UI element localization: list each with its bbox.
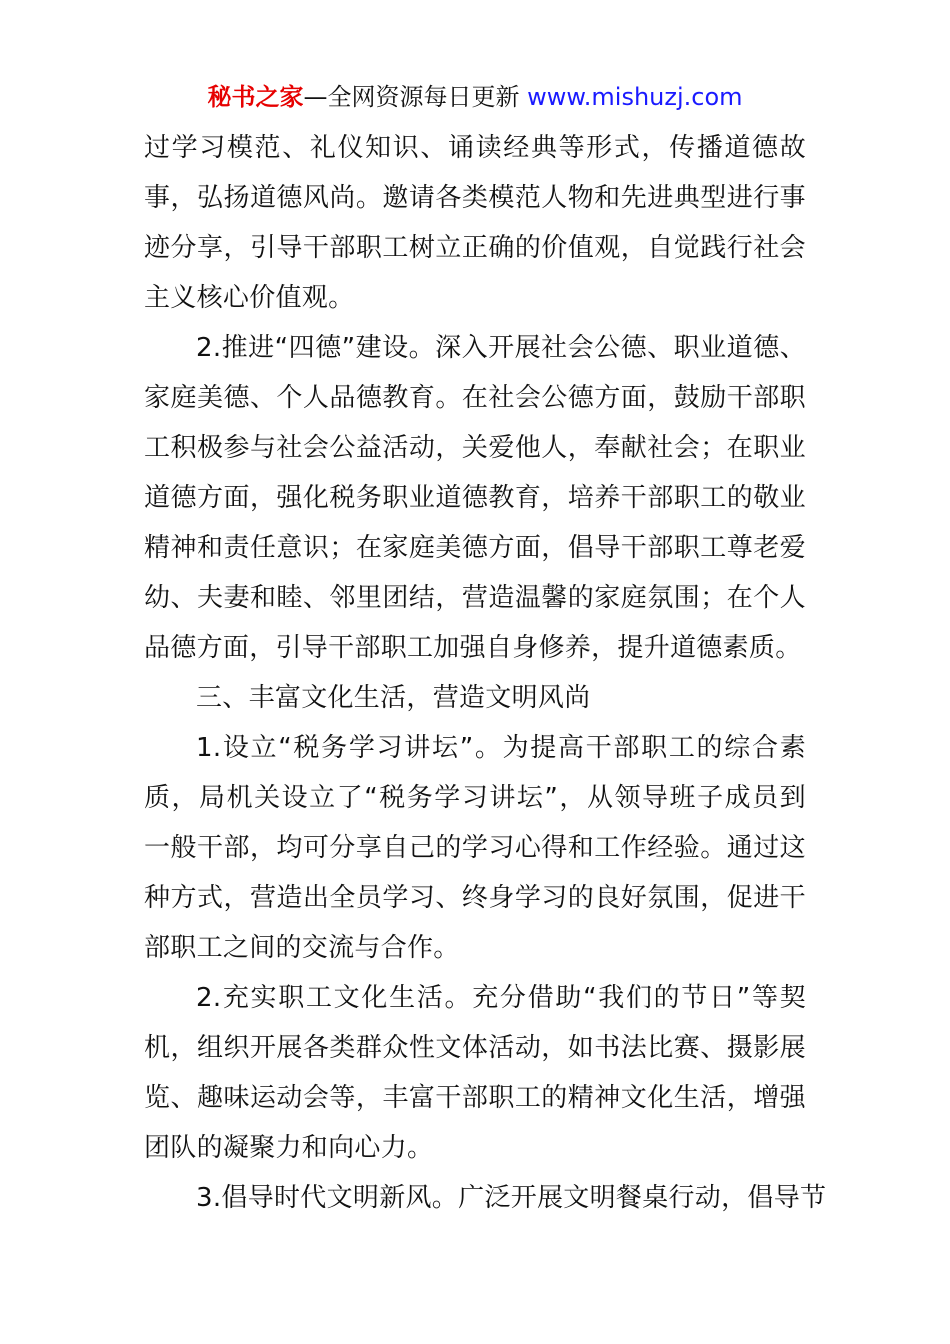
text-line: 2.推进“四德”建设。深入开展社会公德、职业道德、 [196,333,806,363]
site-tagline: —全网资源每日更新 [303,83,520,111]
text-line: 事，弘扬道德风尚。邀请各类模范人物和先进典型进行事 [144,183,806,213]
text-line: 道德方面，强化税务职业道德教育，培养干部职工的敬业 [144,483,806,513]
text-line: 1.设立“税务学习讲坛”。为提高干部职工的综合素 [196,733,806,763]
text-line: 工积极参与社会公益活动，关爱他人，奉献社会；在职业 [144,433,806,463]
site-url-link[interactable]: www.mishuzj.com [527,83,743,111]
text-line: 质，局机关设立了“税务学习讲坛”，从领导班子成员到 [144,783,806,813]
text-line: 种方式，营造出全员学习、终身学习的良好氛围，促进干 [144,883,806,913]
text-line: 团队的凝聚力和向心力。 [144,1133,434,1163]
text-line: 过学习模范、礼仪知识、诵读经典等形式，传播道德故 [144,133,806,163]
text-line: 品德方面，引导干部职工加强自身修养，提升道德素质。 [144,633,802,663]
site-name: 秘书之家 [207,83,304,111]
text-line: 迹分享，引导干部职工树立正确的价值观，自觉践行社会 [144,233,806,263]
text-line: 2.充实职工文化生活。充分借助“我们的节日”等契 [196,983,806,1013]
text-line: 幼、夫妻和睦、邻里团结，营造温馨的家庭氛围；在个人 [144,583,806,613]
text-line: 三、丰富文化生活，营造文明风尚 [196,683,591,713]
text-line: 机，组织开展各类群众性文体活动，如书法比赛、摄影展 [144,1033,806,1063]
text-line: 览、趣味运动会等，丰富干部职工的精神文化生活，增强 [144,1083,806,1113]
text-line: 一般干部，均可分享自己的学习心得和工作经验。通过这 [144,833,806,863]
page-header [0,80,950,114]
text-line: 部职工之间的交流与合作。 [144,933,460,963]
text-line: 主义核心价值观。 [144,283,355,313]
document-body [144,123,827,1223]
text-line: 精神和责任意识；在家庭美德方面，倡导干部职工尊老爱 [144,533,806,563]
text-line: 3.倡导时代文明新风。广泛开展文明餐桌行动，倡导节 [196,1183,827,1213]
text-line: 家庭美德、个人品德教育。在社会公德方面，鼓励干部职 [144,383,806,413]
